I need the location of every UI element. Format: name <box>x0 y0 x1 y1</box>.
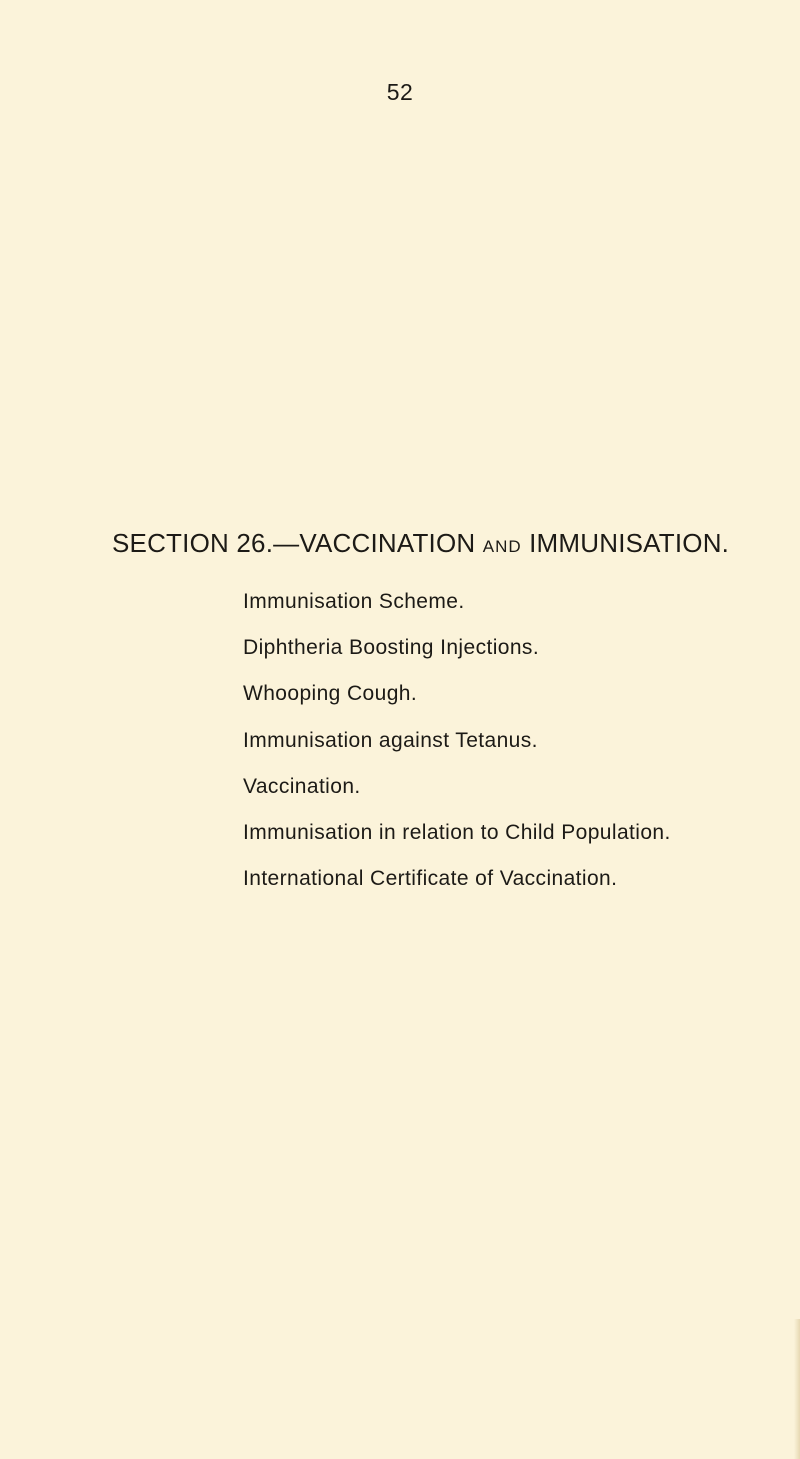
list-item: Immunisation against Tetanus. <box>243 728 538 752</box>
section-contents-list <box>243 588 671 911</box>
list-item: International Certificate of Vaccination. <box>243 867 618 891</box>
section-heading-suffix: IMMUNISATION. <box>521 528 730 558</box>
list-item: Diphtheria Boosting Injections. <box>243 636 540 660</box>
list-item: Whooping Cough. <box>243 682 418 706</box>
list-item: Immunisation Scheme. <box>243 590 465 613</box>
list-item: Vaccination. <box>243 774 361 798</box>
section-heading <box>112 528 792 559</box>
page-number: 52 <box>386 79 414 105</box>
list-item: Immunisation in relation to Child Population. <box>243 820 671 844</box>
section-heading-prefix: SECTION 26.—VACCINATION <box>112 528 483 558</box>
section-heading-connector: AND <box>482 537 522 556</box>
page-edge-shadow <box>794 1319 800 1459</box>
